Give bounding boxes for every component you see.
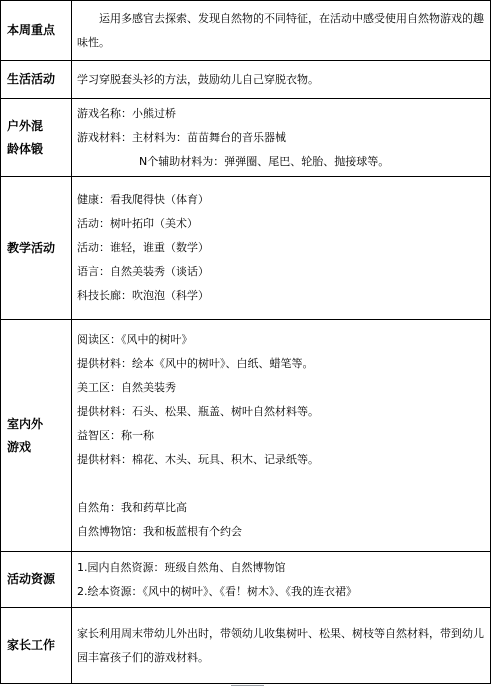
teaching-item: 科技长廊：吹泡泡（科学）: [77, 289, 209, 302]
parent-work-text: 家长利用周末带幼儿外出时，带领幼儿收集树叶、松果、树枝等自然材料，带到幼儿园丰富孩子们的游戏材料。: [77, 626, 484, 664]
content-outdoor-exercise: [72, 99, 491, 177]
games-line: 提供材料：棉花、木头、玩具、积木、记录纸等。: [77, 452, 319, 466]
row-outdoor-exercise: [1, 99, 491, 177]
row-weekly-focus: [1, 1, 491, 61]
content-weekly-focus: [72, 1, 491, 61]
content-activity-resources: [72, 552, 491, 608]
teaching-item: 活动：谁轻，谁重（数学）: [77, 241, 209, 254]
row-teaching-activity: [1, 177, 491, 320]
resource-line: 2.绘本资源：《风中的树叶》、《看！树木》、《我的连衣裙》: [77, 584, 357, 598]
outdoor-game-name: 游戏名称：小熊过桥: [77, 106, 176, 120]
life-activity-text: 学习穿脱套头衫的方法，鼓励幼儿自己穿脱衣物。: [77, 72, 319, 86]
games-line: 提供材料：绘本《风中的树叶》、白纸、蜡笔等。: [77, 356, 314, 370]
label-outdoor-line2: 龄体锻: [7, 141, 44, 156]
teaching-item: 健康：看我爬得快（体育）: [77, 193, 209, 206]
row-parent-work: [1, 608, 491, 684]
outdoor-materials-main: 游戏材料：主材料为：苗苗舞台的音乐器械: [77, 130, 286, 144]
games-blank-line: [77, 472, 488, 496]
row-activity-resources: [1, 552, 491, 608]
games-line: 美工区：自然美装秀: [77, 380, 176, 394]
label-outdoor-line1: 户外混: [7, 118, 44, 133]
games-line: 自然博物馆：我和板蓝根有个约会: [77, 524, 242, 538]
page-bottom-mark: [231, 685, 264, 689]
resource-line: 1.园内自然资源：班级自然角、自然博物馆: [77, 560, 286, 574]
games-line: 提供材料：石头、松果、瓶盖、树叶自然材料等。: [77, 404, 319, 418]
label-outdoor-exercise: [1, 99, 72, 177]
label-indoor-outdoor-games: [1, 320, 72, 552]
content-parent-work: [72, 608, 491, 684]
games-line: 益智区：称一称: [77, 428, 154, 442]
label-activity-resources: 活动资源: [1, 552, 72, 608]
teaching-item: 语言：自然美装秀（谈话）: [77, 265, 209, 278]
label-games-line2: 游戏: [7, 439, 32, 454]
content-teaching-activity: [72, 177, 491, 320]
outdoor-materials-aux: N个辅助材料为：弹弹圈、尾巴、轮胎、抛接球等。: [139, 154, 390, 168]
row-life-activity: [1, 61, 491, 99]
label-games-line1: 室内外: [7, 416, 44, 431]
label-life-activity: 生活活动: [1, 61, 72, 99]
label-teaching-activity: 教学活动: [1, 177, 72, 320]
label-weekly-focus: 本周重点: [1, 1, 72, 61]
row-indoor-outdoor-games: [1, 320, 491, 552]
label-parent-work: 家长工作: [1, 608, 72, 684]
content-life-activity: [72, 61, 491, 99]
content-indoor-outdoor-games: [72, 320, 491, 552]
games-line: 阅读区：《风中的树叶》: [77, 332, 193, 346]
teaching-item: 活动：树叶拓印（美术）: [77, 217, 198, 230]
games-line: 自然角：我和药草比高: [77, 500, 187, 514]
weekly-focus-text: 运用多感官去探索、发现自然物的不同特征，在活动中感受使用自然物游戏的趣味性。: [77, 11, 484, 49]
